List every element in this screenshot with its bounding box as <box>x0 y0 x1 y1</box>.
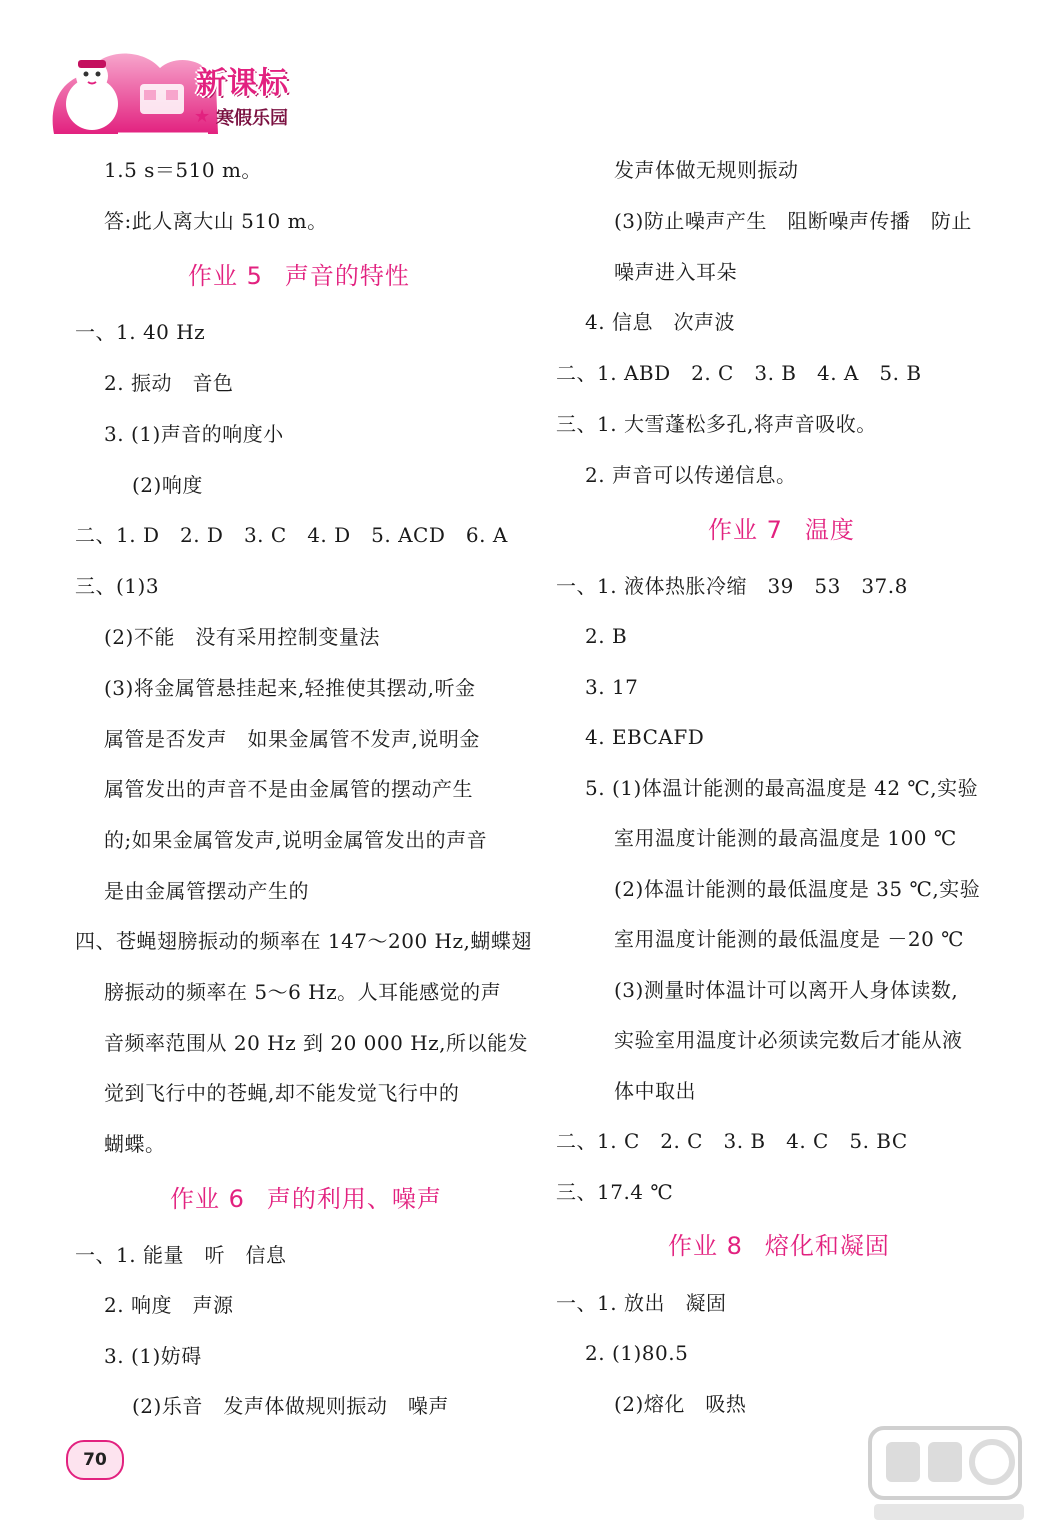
text-line: 是由金属管摆动产生的 <box>104 879 309 903</box>
text-line: (2)乐音 发声体做规则振动 噪声 <box>132 1394 449 1418</box>
text-line: 答:此人离大山 510 m。 <box>104 209 328 233</box>
text-line: 5. (1)体温计能测的最高温度是 42 ℃,实验 <box>585 776 979 800</box>
text-line: 四、苍蝇翅膀振动的频率在 147～200 Hz,蝴蝶翅 <box>75 929 532 953</box>
star-icon: ★ <box>194 106 211 127</box>
text-line: 二、1. ABD 2. C 3. B 4. A 5. B <box>556 361 922 385</box>
text-line: (3)将金属管悬挂起来,轻推使其摆动,听金 <box>104 676 476 700</box>
section-number: 作业 7 <box>708 516 783 544</box>
section-number: 作业 6 <box>170 1185 245 1213</box>
text-line: 二、1. C 2. C 3. B 4. C 5. BC <box>556 1129 908 1153</box>
section-heading <box>188 260 410 292</box>
text-line: 的;如果金属管发声,说明金属管发出的声音 <box>104 828 488 852</box>
text-line: 2. 声音可以传递信息。 <box>585 463 797 487</box>
text-line: (2)体温计能测的最低温度是 35 ℃,实验 <box>614 877 981 901</box>
text-line: 2. B <box>585 624 628 648</box>
brand-title: 新课标 <box>196 66 289 101</box>
text-line: 4. EBCAFD <box>585 725 705 749</box>
text-line: 室用温度计能测的最高温度是 100 ℃ <box>614 826 957 850</box>
text-line: (3)测量时体温计可以离开人身体读数, <box>614 978 959 1002</box>
text-line: 2. (1)80.5 <box>585 1341 689 1365</box>
text-line: 一、1. 能量 听 信息 <box>75 1243 287 1267</box>
snowman-logo-icon <box>48 44 338 140</box>
section-number: 作业 5 <box>188 262 263 290</box>
text-line: 二、1. D 2. D 3. C 4. D 5. ACD 6. A <box>75 523 508 547</box>
text-line: 属管发出的声音不是由金属管的摆动产生 <box>104 777 473 801</box>
text-line: 一、1. 液体热胀冷缩 39 53 37.8 <box>556 574 908 598</box>
text-line: 3. (1)声音的响度小 <box>104 422 284 446</box>
text-line: 2. 振动 音色 <box>104 371 234 395</box>
section-heading <box>668 1230 890 1262</box>
brand-subtitle: 寒假乐园 <box>216 108 288 129</box>
text-line: 体中取出 <box>614 1079 696 1103</box>
text-line: 属管是否发声 如果金属管不发声,说明金 <box>104 727 480 751</box>
watermark-logo-icon <box>860 1420 1036 1528</box>
section-title: 熔化和凝固 <box>764 1232 890 1260</box>
text-line: 觉到飞行中的苍蝇,却不能发觉飞行中的 <box>104 1081 460 1105</box>
text-line: (2)响度 <box>132 473 203 497</box>
text-line: 1.5 s＝510 m。 <box>104 158 262 182</box>
text-line: (2)熔化 吸热 <box>614 1392 747 1416</box>
text-line: (2)不能 没有采用控制变量法 <box>104 625 380 649</box>
text-line: 三、(1)3 <box>75 574 160 598</box>
text-line: 膀振动的频率在 5～6 Hz。人耳能感觉的声 <box>104 980 502 1004</box>
text-line: 三、17.4 ℃ <box>556 1180 674 1204</box>
page-number-badge <box>66 1440 124 1480</box>
section-title: 温度 <box>804 516 855 544</box>
text-line: 发声体做无规则振动 <box>614 158 799 182</box>
text-line: 一、1. 40 Hz <box>75 320 206 344</box>
book-logo <box>48 44 338 140</box>
section-number: 作业 8 <box>668 1232 743 1260</box>
section-heading <box>708 514 855 546</box>
text-line: 室用温度计能测的最低温度是 －20 ℃ <box>614 927 965 951</box>
text-line: 2. 响度 声源 <box>104 1293 234 1317</box>
text-line: 4. 信息 次声波 <box>585 310 735 334</box>
page-number: 70 <box>83 1450 107 1470</box>
text-line: 一、1. 放出 凝固 <box>556 1291 727 1315</box>
text-line: 音频率范围从 20 Hz 到 20 000 Hz,所以能发 <box>104 1031 529 1055</box>
text-line: 三、1. 大雪蓬松多孔,将声音吸收。 <box>556 412 877 436</box>
section-title: 声音的特性 <box>284 262 410 290</box>
section-title: 声的利用、噪声 <box>266 1185 442 1213</box>
text-line: (3)防止噪声产生 阻断噪声传播 防止 <box>614 209 972 233</box>
text-line: 实验室用温度计必须读完数后才能从液 <box>614 1028 963 1052</box>
text-line: 噪声进入耳朵 <box>614 260 737 284</box>
text-line: 3. 17 <box>585 675 639 699</box>
text-line: 蝴蝶。 <box>104 1132 166 1156</box>
section-heading <box>170 1183 442 1215</box>
text-line: 3. (1)妨碍 <box>104 1344 202 1368</box>
